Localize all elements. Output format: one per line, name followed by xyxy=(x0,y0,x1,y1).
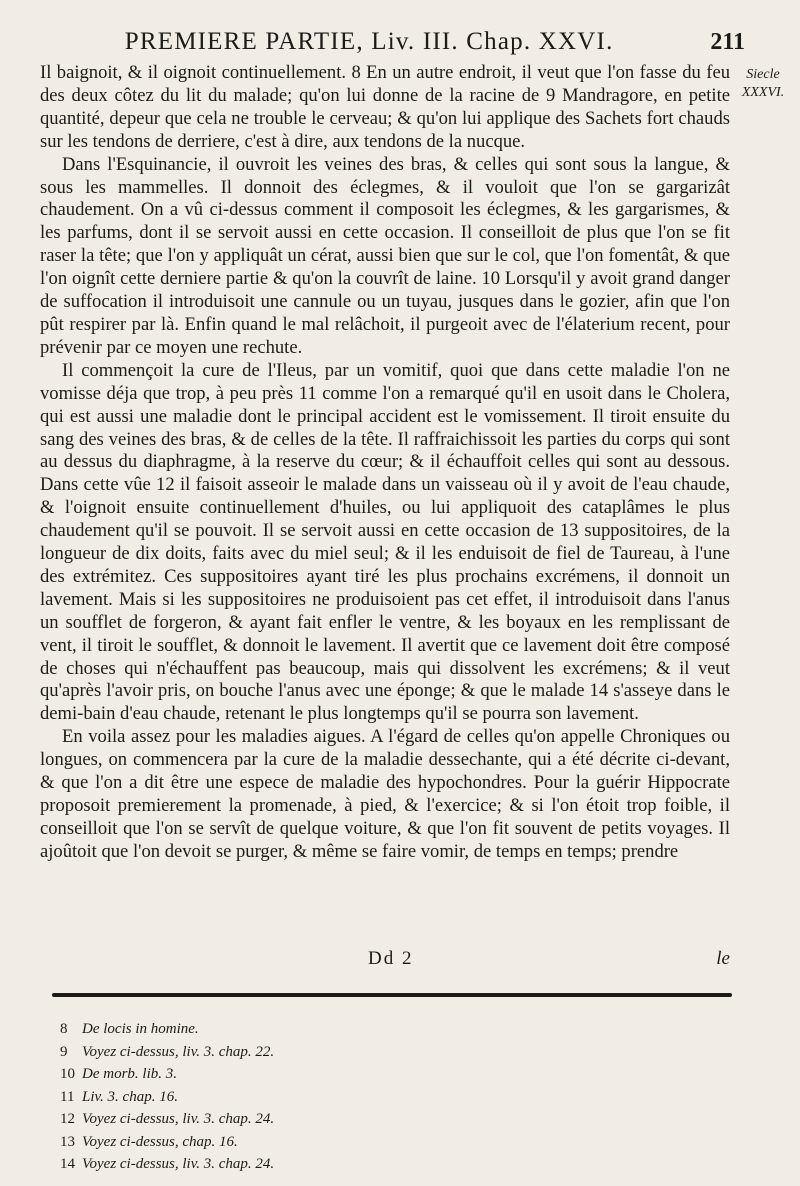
footnote-text: Voyez ci-dessus, liv. 3. chap. 24. xyxy=(82,1111,275,1127)
paragraph: Il commençoit la cure de l'Ileus, par un vomitif, quoi que dans cette maladie l'on ne vomisse déja que trop, à peu près 11 comme l'on a remarqué qu'il en usoit dans le Cholera, qui est aussi une maladie dont le principal accident est le vomissement. Il tiroit ensuite du sang des veines des bras, & de celles de la tête. Il raffraichissoit les parties du corps qui sont au dessus du diaphragme, à la reserve du cœur; & il échauffoit celles qui sont au dessous. Dans cette vûe 12 il faisoit asseoir le malade dans un vaisseau où il y avoit de l'eau chaude, & l'oignoit ensuite continuellement d'huiles, ou lui appliquoit des cataplâmes le plus chaudement qu'il se pouvoit. Il se servoit aussi en cette occasion de 13 suppositoires, de la longueur de dix doits, faits avec du miel seul; & il les enduisoit de fiel de Taureau, à l'une des extrémitez. Ces suppositoires ayant tiré les plus prochains excrémens, il donnoit un lavement. Mais si les suppositoires ne produisoient pas cet effet, il introduisoit dans l'anus un soufflet de forgeron, & ayant fait enfler le ventre, & les boyaux en les remplissant de vent, il tiroit le soufflet, & donnoit le lavement. Il avertit que ce lavement doit être composé de choses qui n'échauffent pas beaucoup, mais qui dissolvent les excrémens; & il veut qu'après l'avoir pris, on bouche l'anus avec une éponge; & que le malade 14 s'asseye dans le demi-bain d'eau chaude, retenant le plus longtemps qu'il se pourra son lavement. xyxy=(40,359,730,725)
margin-note-line: Siecle xyxy=(746,67,780,82)
catchword: le xyxy=(716,948,730,969)
footnote xyxy=(60,1153,740,1176)
footnotes xyxy=(60,1018,740,1176)
footnote xyxy=(60,1063,740,1086)
footnote-number: 8 xyxy=(60,1021,68,1037)
footnote-text: De morb. lib. 3. xyxy=(82,1066,177,1082)
footnote-number: 11 xyxy=(60,1088,75,1105)
signature-mark: Dd 2 xyxy=(368,948,414,969)
paragraph: Dans l'Esquinancie, il ouvroit les veines des bras, & celles qui sont sous la langue, & sous les mammelles. Il donnoit des éclegmes, & il vouloit que l'on se gargarizât chaudement. On a vû ci-dessus comment il composoit les éclegmes, & les gargarismes, & les parfums, dont il se servoit aussi en cette occasion. Il conseilloit de plus que l'on se fit raser la tête; que l'on y appliquât un cérat, aussi bien que sur le col, que l'on fomentât, & que l'on oignît cette derniere partie & qu'on la couvrît de laine. 10 Lorsqu'il y avoit grand danger de suffocation il introduisoit une cannule ou un tuyau, jusques dans le gozier, afin que l'on pût respirer par là. Enfin quand le mal relâchoit, il purgeoit avec de l'élaterium recent, pour prévenir par ce moyen une rechute. xyxy=(40,153,730,358)
footnote-number: 9 xyxy=(60,1043,68,1060)
footnote xyxy=(60,1086,740,1109)
footnote xyxy=(60,1018,740,1041)
running-header xyxy=(40,28,745,62)
paragraph: En voila assez pour les maladies aigues. A l'égard de celles qu'on appelle Chroniques ou longues, on commencera par la cure de la maladie dessechante, qui a été décrite ci-devant, & que l'on a dit être une espece de maladie des hypochondres. Pour la guérir Hippocrate proposoit premierement la promenade, à pied, & l'exercice; & si l'on étoit trop foible, il conseilloit que l'on se servît de quelque voiture, & que l'on fit souvent de petits voyages. Il ajoûtoit que l'on devoit se purger, & même se faire vomir, de temps en temps; prendre xyxy=(40,726,730,862)
footnote xyxy=(60,1108,740,1131)
footnote-number: 10 xyxy=(60,1066,75,1082)
signature-line xyxy=(40,948,730,974)
footnote xyxy=(60,1131,740,1154)
footnote-number: 13 xyxy=(60,1133,75,1150)
running-title: PREMIERE PARTIE, Liv. III. Chap. XXVI. xyxy=(124,28,614,55)
footnote xyxy=(60,1041,740,1064)
footnote-text: De locis in homine. xyxy=(82,1021,199,1037)
footnote-number: 14 xyxy=(60,1156,75,1172)
footnote-text: Voyez ci-dessus, chap. 16. xyxy=(82,1133,238,1150)
margin-note-line: XXXVI. xyxy=(741,85,785,100)
footnote-number: 12 xyxy=(60,1111,75,1127)
footnote-text: Voyez ci-dessus, liv. 3. chap. 22. xyxy=(82,1043,275,1060)
body-text xyxy=(40,62,730,864)
footnote-text: Liv. 3. chap. 16. xyxy=(82,1088,178,1105)
footnote-divider xyxy=(52,993,732,997)
footnote-text: Voyez ci-dessus, liv. 3. chap. 24. xyxy=(82,1156,275,1172)
margin-note xyxy=(733,66,793,102)
page-number: 211 xyxy=(710,29,745,55)
paragraph: Il baignoit, & il oignoit continuellement. 8 En un autre endroit, il veut que l'on fasse du feu des deux côtez du lit du malade; qu'on lui donne de la racine de 9 Mandragore, en petite quantité, depeur que cela ne trouble le cerveau; & qu'on lui applique des Sachets fort chauds sur les tendons de derriere, c'est à dire, aux tendons de la nucque. xyxy=(40,62,730,152)
